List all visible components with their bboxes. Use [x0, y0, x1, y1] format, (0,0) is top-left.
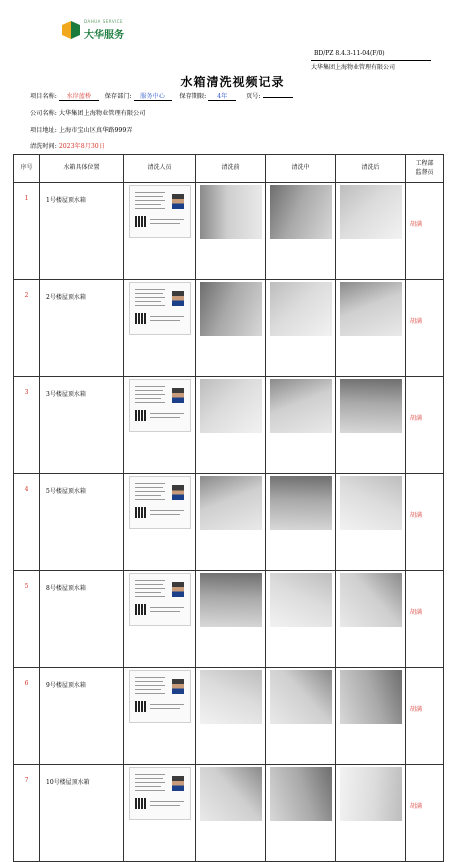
row-supervisor-cell — [406, 571, 444, 668]
header-during: 清洗中 — [266, 155, 336, 183]
meta-line-2 — [30, 108, 145, 117]
row-during-cell — [266, 765, 336, 862]
staff-certificate-image — [129, 573, 191, 626]
table-row — [14, 765, 444, 862]
row-location: 2号楼屋顶水箱 — [40, 280, 124, 377]
staff-certificate-image — [129, 185, 191, 238]
period-label: 保存期限: — [179, 93, 207, 100]
row-supervisor-signature: 胡满 — [410, 415, 423, 422]
row-supervisor-cell — [406, 280, 444, 377]
row-location: 5号楼屋顶水箱 — [40, 474, 124, 571]
company-logo — [62, 17, 144, 43]
row-seq: 1 — [14, 183, 40, 280]
row-seq: 2 — [14, 280, 40, 377]
row-location: 9号楼屋顶水箱 — [40, 668, 124, 765]
page-label: 页号: — [246, 93, 261, 100]
row-supervisor-signature: 胡满 — [410, 512, 423, 519]
dept-value: 服务中心 — [134, 91, 172, 101]
photo-before — [200, 573, 262, 627]
row-seq: 7 — [14, 765, 40, 862]
row-during-cell — [266, 280, 336, 377]
row-seq: 5 — [14, 571, 40, 668]
row-supervisor-cell — [406, 377, 444, 474]
photo-during — [270, 670, 332, 724]
header-supervisor-line1: 工程部 — [415, 160, 434, 168]
project-label: 项目名称: — [30, 93, 57, 100]
photo-during — [270, 379, 332, 433]
dept-label: 保存部门: — [104, 93, 132, 100]
qr-code-icon — [135, 216, 146, 227]
company-label: 公司名称: — [30, 110, 57, 117]
photo-before — [200, 282, 262, 336]
staff-certificate-image — [129, 379, 191, 432]
photo-after — [340, 379, 402, 433]
page-number-field — [263, 97, 293, 98]
period-value: 4年 — [208, 91, 236, 101]
row-after-cell — [336, 183, 406, 280]
row-location: 10号楼屋顶水箱 — [40, 765, 124, 862]
photo-during — [270, 573, 332, 627]
photo-after — [340, 476, 402, 530]
row-seq: 6 — [14, 668, 40, 765]
qr-code-icon — [135, 507, 146, 518]
photo-before — [200, 670, 262, 724]
header-location: 水箱具体位置 — [40, 155, 124, 183]
row-supervisor-cell — [406, 183, 444, 280]
logo-mark-icon — [62, 19, 80, 41]
staff-photo — [172, 485, 184, 500]
staff-photo — [172, 679, 184, 694]
row-after-cell — [336, 765, 406, 862]
qr-code-icon — [135, 410, 146, 421]
row-supervisor-signature: 胡满 — [410, 803, 423, 810]
row-before-cell — [196, 571, 266, 668]
document-code: BD/PZ 8.4.3-11-04(F/0) — [314, 50, 385, 57]
logo-chinese: 大华服务 — [84, 30, 124, 41]
table-row — [14, 474, 444, 571]
row-staff-cell — [124, 571, 196, 668]
photo-after — [340, 767, 402, 821]
table-row — [14, 377, 444, 474]
row-seq: 3 — [14, 377, 40, 474]
row-after-cell — [336, 571, 406, 668]
header-company-name: 大华集团上海物业管理有限公司 — [311, 60, 431, 71]
row-before-cell — [196, 765, 266, 862]
row-staff-cell — [124, 765, 196, 862]
time-label: 清洗时间: — [30, 143, 57, 150]
row-staff-cell — [124, 183, 196, 280]
row-location: 1号楼屋顶水箱 — [40, 183, 124, 280]
row-staff-cell — [124, 377, 196, 474]
staff-photo — [172, 194, 184, 209]
table-row — [14, 668, 444, 765]
time-value: 2023年8月30日 — [58, 143, 105, 150]
row-supervisor-signature: 胡满 — [410, 221, 423, 228]
qr-code-icon — [135, 798, 146, 809]
table-row — [14, 571, 444, 668]
row-seq: 4 — [14, 474, 40, 571]
row-during-cell — [266, 183, 336, 280]
address-label: 项目地址: — [30, 127, 57, 134]
staff-certificate-image — [129, 282, 191, 335]
header-before: 清洗前 — [196, 155, 266, 183]
row-before-cell — [196, 377, 266, 474]
row-after-cell — [336, 280, 406, 377]
qr-code-icon — [135, 604, 146, 615]
meta-line-1 — [30, 91, 293, 101]
photo-after — [340, 282, 402, 336]
row-supervisor-cell — [406, 474, 444, 571]
photo-during — [270, 476, 332, 530]
photo-before — [200, 476, 262, 530]
address-value: 上海市宝山区真华路999弄 — [58, 127, 133, 134]
staff-photo — [172, 776, 184, 791]
row-before-cell — [196, 668, 266, 765]
photo-during — [270, 767, 332, 821]
photo-after — [340, 185, 402, 239]
row-location: 3号楼屋顶水箱 — [40, 377, 124, 474]
page-title: 水箱清洗视频记录 — [180, 75, 285, 89]
row-before-cell — [196, 183, 266, 280]
row-staff-cell — [124, 474, 196, 571]
cleaning-record-table — [13, 154, 444, 862]
row-location: 8号楼屋顶水箱 — [40, 571, 124, 668]
qr-code-icon — [135, 313, 146, 324]
company-value: 大华集团上海物业管理有限公司 — [58, 110, 146, 117]
header-supervisor — [406, 155, 444, 183]
row-after-cell — [336, 668, 406, 765]
row-after-cell — [336, 377, 406, 474]
photo-before — [200, 379, 262, 433]
photo-before — [200, 185, 262, 239]
logo-english: DAHUA SERVICE — [84, 19, 124, 24]
row-before-cell — [196, 474, 266, 571]
header-staff: 清洗人员 — [124, 155, 196, 183]
row-staff-cell — [124, 280, 196, 377]
row-staff-cell — [124, 668, 196, 765]
qr-code-icon — [135, 701, 146, 712]
row-after-cell — [336, 474, 406, 571]
row-supervisor-cell — [406, 668, 444, 765]
table-row — [14, 183, 444, 280]
row-during-cell — [266, 474, 336, 571]
row-during-cell — [266, 377, 336, 474]
photo-after — [340, 573, 402, 627]
meta-line-3 — [30, 125, 133, 134]
staff-certificate-image — [129, 476, 191, 529]
table-row — [14, 280, 444, 377]
staff-photo — [172, 388, 184, 403]
row-during-cell — [266, 668, 336, 765]
photo-during — [270, 282, 332, 336]
staff-certificate-image — [129, 767, 191, 820]
project-value: 水岸蓝桥 — [59, 91, 99, 101]
header-after: 清洗后 — [336, 155, 406, 183]
table-header-row — [14, 155, 444, 183]
header-supervisor-line2: 监督员 — [415, 168, 434, 176]
header-seq: 序号 — [14, 155, 40, 183]
row-supervisor-cell — [406, 765, 444, 862]
row-supervisor-signature: 胡满 — [410, 706, 423, 713]
staff-certificate-image — [129, 670, 191, 723]
photo-during — [270, 185, 332, 239]
row-during-cell — [266, 571, 336, 668]
row-before-cell — [196, 280, 266, 377]
meta-line-4 — [30, 141, 105, 150]
row-supervisor-signature: 胡满 — [410, 318, 423, 325]
photo-before — [200, 767, 262, 821]
staff-photo — [172, 291, 184, 306]
row-supervisor-signature: 胡满 — [410, 609, 423, 616]
photo-after — [340, 670, 402, 724]
staff-photo — [172, 582, 184, 597]
